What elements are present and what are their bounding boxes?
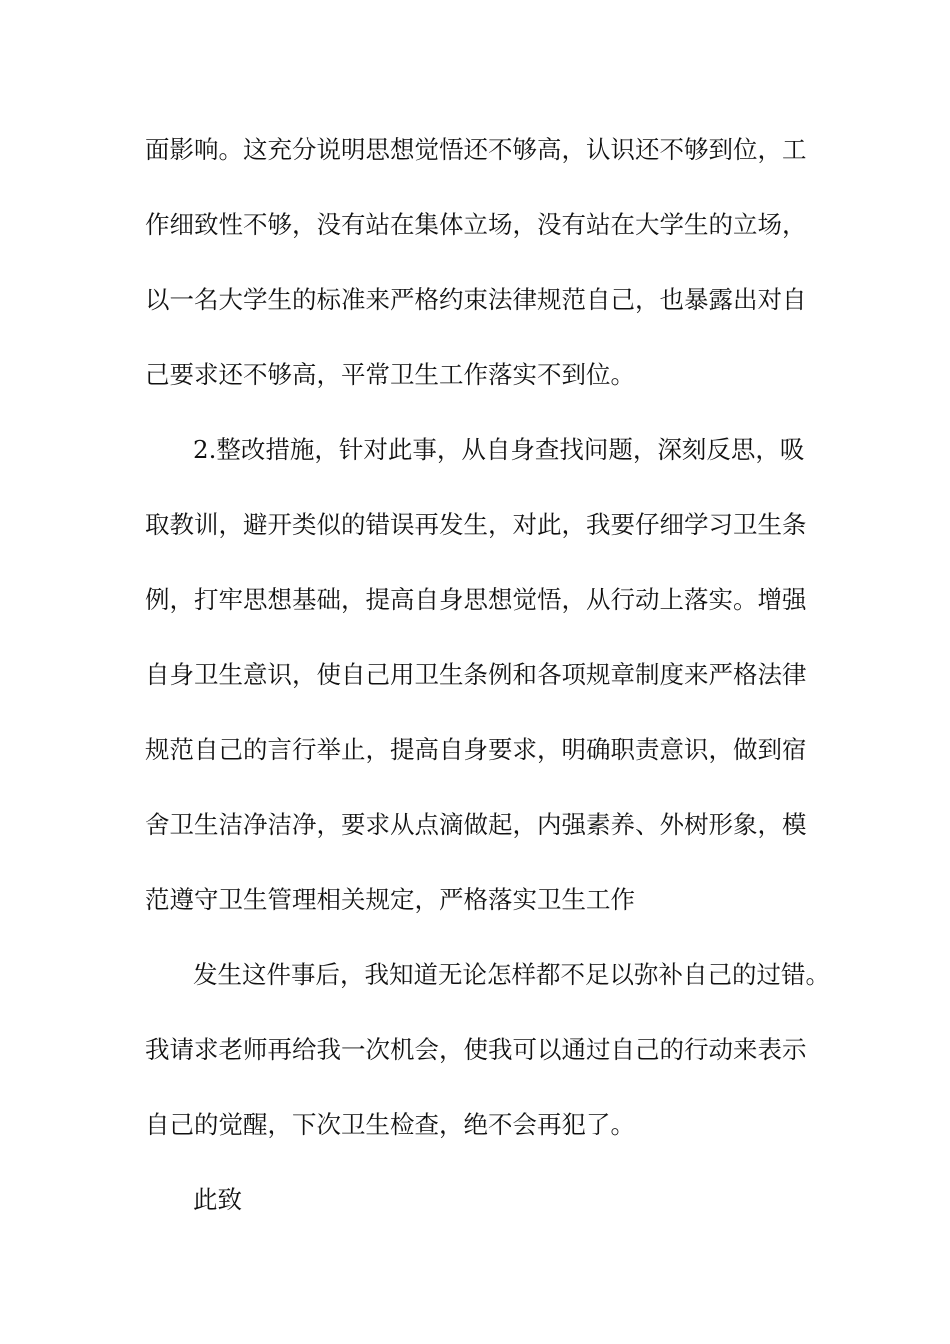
text-line: 舍卫生洁净洁净，要求从点滴做起，内强素养、外树形象，模 (145, 810, 807, 839)
text-line: 面影响。这充分说明思想觉悟还不够高，认识还不够到位，工 (145, 135, 807, 164)
text-line: 取教训，避开类似的错误再发生，对此，我要仔细学习卫生条 (145, 510, 807, 539)
text-line: 范遵守卫生管理相关规定，严格落实卫生工作 (145, 885, 635, 914)
text-line: 己要求还不够高，平常卫生工作落实不到位。 (145, 360, 635, 389)
closing-salutation: 此致 (193, 1185, 242, 1214)
text-line: 规范自己的言行举止，提高自身要求，明确职责意识，做到宿 (145, 735, 807, 764)
paragraph-start-line: 2.整改措施，针对此事，从自身查找问题，深刻反思，吸 (193, 435, 805, 464)
text-line: 我请求老师再给我一次机会，使我可以通过自己的行动来表示 (145, 1035, 807, 1064)
text-line: 自己的觉醒，下次卫生检查，绝不会再犯了。 (145, 1110, 635, 1139)
text-line: 自身卫生意识，使自己用卫生条例和各项规章制度来严格法律 (145, 660, 807, 689)
text-line: 以一名大学生的标准来严格约束法律规范自己，也暴露出对自 (145, 285, 807, 314)
text-line: 作细致性不够，没有站在集体立场，没有站在大学生的立场， (145, 210, 807, 239)
text-line: 例，打牢思想基础，提高自身思想觉悟，从行动上落实。增强 (145, 585, 807, 614)
paragraph-start-line: 发生这件事后，我知道无论怎样都不足以弥补自己的过错。 (193, 960, 830, 989)
